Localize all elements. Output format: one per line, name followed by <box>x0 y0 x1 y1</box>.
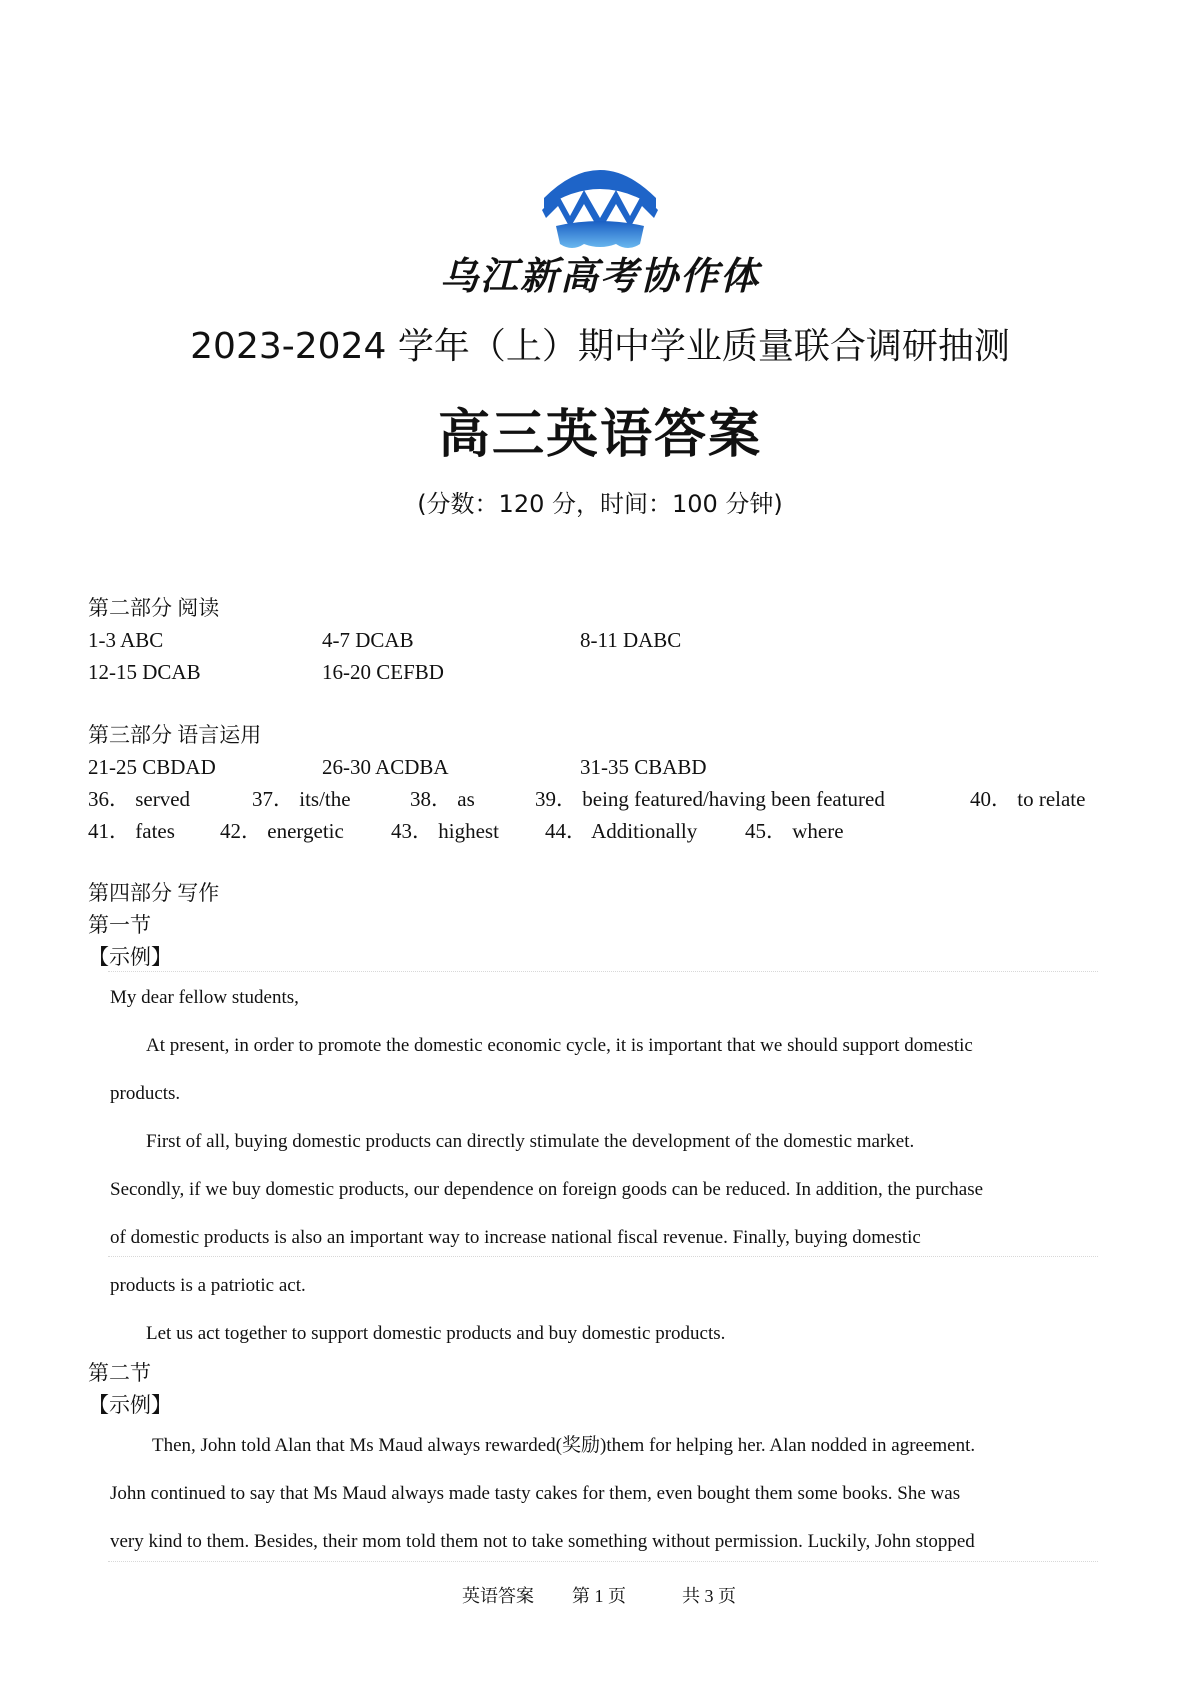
logo <box>0 150 1200 300</box>
wave-logo-icon <box>536 160 664 250</box>
answer-item: 42． energetic <box>220 819 344 843</box>
footer-page-number: 第 1 页 <box>572 1586 626 1606</box>
answer-item: 45． where <box>745 819 844 843</box>
answer-title: 高三英语答案 <box>437 405 762 465</box>
answer-item: 36． served <box>88 787 191 811</box>
essay1-line: Secondly, if we buy domestic products, our dependence on foreign goods can be reduced. In addition, the purchase <box>110 1179 984 1200</box>
answer-item: 41． fates <box>88 819 175 843</box>
answer-group: 1-3 ABC <box>88 628 164 652</box>
answer-group: 21-25 CBDAD <box>88 755 216 779</box>
essay1-line: of domestic products is also an important way to increase national fiscal revenue. Finally, buying domestic <box>110 1227 921 1248</box>
answer-item: 44． Additionally <box>545 819 698 843</box>
answer-group: 8-11 DABC <box>580 628 682 652</box>
essay1-line: products. <box>110 1083 181 1104</box>
footer-total-pages: 共 3 页 <box>682 1586 736 1606</box>
answer-group: 31-35 CBABD <box>580 755 707 779</box>
dotted-rule <box>108 971 1098 972</box>
answer-item: 38． as <box>410 787 475 811</box>
essay2-line: very kind to them. Besides, their mom told them not to take something without permission. Luckily, John stopped <box>110 1531 975 1552</box>
essay1-line: At present, in order to promote the domestic economic cycle, it is important that we should support domestic <box>146 1035 973 1056</box>
essay1-line: First of all, buying domestic products can directly stimulate the development of the domestic market. <box>146 1131 915 1152</box>
exam-title: 2023-2024 学年（上）期中学业质量联合调研抽测 <box>190 326 1010 367</box>
essay2-line: John continued to say that Ms Maud always made tasty cakes for them, even bought them some books. She was <box>110 1483 961 1504</box>
answer-item: 39． being featured/having been featured <box>535 787 885 811</box>
answer-item: 40． to relate <box>970 787 1086 811</box>
section2-heading: 第二节 <box>88 1361 151 1385</box>
dotted-rule <box>108 1256 1098 1257</box>
section1-heading: 第一节 <box>88 913 151 937</box>
score-time-info: (分数：120 分，时间：100 分钟) <box>417 490 783 518</box>
essay1-line: Let us act together to support domestic products and buy domestic products. <box>146 1323 726 1344</box>
answer-group: 4-7 DCAB <box>322 628 414 652</box>
logo-text: 乌江新高考协作体 <box>439 254 760 298</box>
answer-group: 12-15 DCAB <box>88 660 201 684</box>
answer-group: 16-20 CEFBD <box>322 660 444 684</box>
part3-heading: 第三部分 语言运用 <box>88 723 262 747</box>
part2-heading: 第二部分 阅读 <box>88 596 220 620</box>
part4-heading: 第四部分 写作 <box>88 881 220 905</box>
answer-item: 37． its/the <box>252 787 351 811</box>
answer-item: 43． highest <box>391 819 499 843</box>
answer-group: 26-30 ACDBA <box>322 755 449 779</box>
example-label: 【示例】 <box>88 945 172 969</box>
dotted-rule <box>108 1561 1098 1562</box>
essay1-line: My dear fellow students, <box>110 987 299 1008</box>
footer-subject: 英语答案 <box>462 1586 534 1606</box>
essay1-line: products is a patriotic act. <box>110 1275 306 1296</box>
example-label: 【示例】 <box>88 1393 172 1417</box>
essay2-line: Then, John told Alan that Ms Maud always rewarded(奖励)them for helping her. Alan nodded in agreement. <box>152 1435 976 1456</box>
